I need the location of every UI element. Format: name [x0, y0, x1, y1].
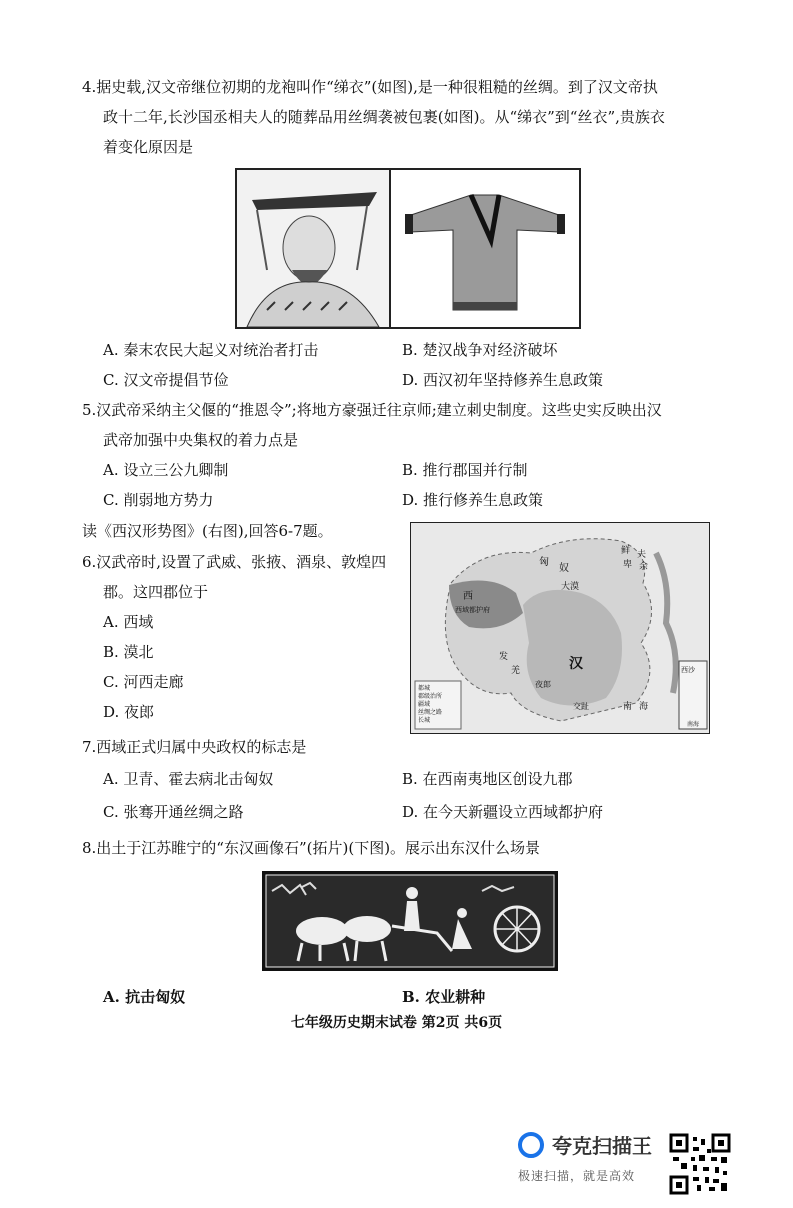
map-label-fa: 发 [499, 652, 509, 662]
q4-option-b: B. 楚汉战争对经济破坏 [402, 341, 558, 359]
q4-option-d: D. 西汉初年坚持修养生息政策 [402, 371, 604, 389]
map-label-fuyu-2: 余 [639, 562, 649, 572]
q4-option-a: A. 秦末农民大起义对统治者打击 [103, 341, 319, 359]
legend-item: 丝绸之路 [418, 709, 443, 716]
q5-option-d: D. 推行修养生息政策 [402, 491, 544, 509]
map-label-xiongnu-1: 匈 [539, 557, 549, 568]
q4-stem-line2: 政十二年,长沙国丞相夫人的随葬品用丝绸袭被包裹(如图)。从“绨衣”到“丝衣”,贵族衣 [103, 108, 665, 126]
map-label-xiyu-duhufu: 西域都护府 [455, 606, 490, 614]
q6-option-d: D. 夜郎 [103, 703, 155, 721]
map-inset-label: 西沙 [681, 666, 695, 674]
map-label-yelang: 夜郎 [535, 680, 551, 689]
scanner-brand: 夸克扫描王 [552, 1134, 652, 1158]
q4-stem-line1: 4.据史载,汉文帝继位初期的龙袍叫作“绨衣”(如图),是一种很粗糙的丝绸。到了汉文帝执 [82, 78, 658, 96]
han-stone-relief-rubbing [262, 871, 558, 971]
map-label-nan: 南 [623, 702, 633, 712]
map-legend [418, 685, 442, 725]
emperor-portrait-image [237, 170, 391, 327]
western-han-map [410, 522, 710, 734]
q5-stem-line2: 武帝加强中央集权的着力点是 [103, 431, 299, 449]
q6-option-c: C. 河西走廊 [103, 673, 184, 691]
q8-option-a: A. 抗击匈奴 [103, 988, 186, 1006]
legend-item: 疆域 [418, 701, 431, 708]
legend-item: 郡级治所 [418, 693, 443, 700]
q6-stem-line1: 6.汉武帝时,设置了武威、张掖、酒泉、敦煌四 [82, 553, 387, 571]
map-label-hai: 海 [639, 702, 649, 712]
qr-code-icon [669, 1133, 731, 1195]
q5-option-c: C. 削弱地方势力 [103, 491, 214, 509]
map-inset-label-2: 南海 [687, 721, 700, 728]
map-reading-note: 读《西汉形势图》(右图),回答6-7题。 [82, 522, 333, 540]
q6-option-b: B. 漠北 [103, 643, 154, 661]
q6-stem-line2: 郡。这四郡位于 [103, 583, 209, 601]
q7-stem: 7.西域正式归属中央政权的标志是 [82, 738, 307, 756]
map-label-fuyu-1: 夫 [637, 550, 647, 560]
q5-option-a: A. 设立三公九卿制 [103, 461, 229, 479]
legend-item: 都城 [418, 685, 431, 692]
q7-option-c: C. 张骞开通丝绸之路 [103, 803, 244, 821]
map-label-han: 汉 [569, 656, 583, 672]
q6-option-a: A. 西域 [103, 613, 154, 631]
legend-item: 长城 [418, 717, 431, 724]
silk-garment-image [391, 170, 579, 327]
q8-stem: 8.出土于江苏睢宁的“东汉画像石”(拓片)(下图)。展示出东汉什么场景 [82, 839, 541, 857]
scanner-watermark [518, 1130, 666, 1184]
page-footer: 七年级历史期末试卷 第2页 共6页 [290, 1015, 503, 1031]
q5-option-b: B. 推行郡国并行制 [402, 461, 528, 479]
quark-logo-icon [518, 1132, 544, 1158]
q5-stem-line1: 5.汉武帝采纳主父偃的“推恩令”;将地方豪强迁往京师;建立刺史制度。这些史实反映出汉 [82, 401, 662, 419]
q7-option-a: A. 卫青、霍去病北击匈奴 [103, 770, 274, 788]
map-label-jiaozhi: 交趾 [573, 702, 589, 711]
q4-option-c: C. 汉文帝提倡节俭 [103, 371, 229, 389]
map-label-qiang: 羌 [511, 666, 521, 676]
q8-option-b: B. 农业耕种 [402, 988, 486, 1006]
q4-stem-line3: 着变化原因是 [103, 138, 194, 156]
map-label-xianbei-1: 鲜 [621, 546, 631, 556]
map-label-xiongnu-2: 奴 [559, 563, 569, 574]
q7-option-d: D. 在今天新疆设立西域都护府 [402, 803, 604, 821]
map-label-xianbei-2: 卑 [623, 560, 633, 570]
q7-option-b: B. 在西南夷地区创设九郡 [402, 770, 573, 788]
map-label-damo: 大漠 [561, 582, 580, 592]
scanner-slogan: 极速扫描，就是高效 [518, 1169, 636, 1183]
map-label-xi: 西 [463, 591, 473, 602]
q4-images-frame [235, 168, 581, 329]
